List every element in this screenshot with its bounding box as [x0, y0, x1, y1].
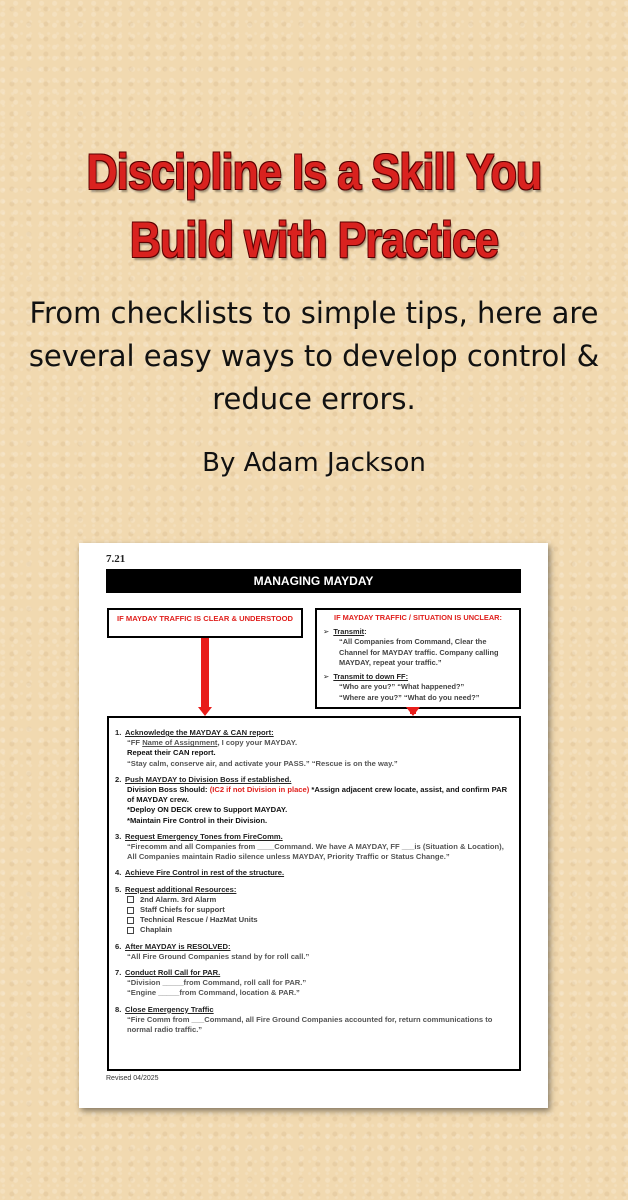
transmit-ff-label: Transmit to down FF:: [333, 671, 409, 681]
revision-date: Revised 04/2025: [106, 1075, 159, 1082]
step-8-line-1: “Fire Comm from ___Command, all Fire Ground Companies accounted for, return communications to normal radio traffic.”: [127, 1014, 493, 1035]
transmit-ff-quote-1: “Who are you?” “What happened?”: [339, 682, 465, 691]
checkbox-icon: [127, 896, 134, 903]
subtitle: From checklists to simple tips, here are several easy ways to develop control & reduce errors.: [28, 296, 600, 416]
checkbox-item: Chaplain: [115, 925, 511, 935]
step-1-line-2: Repeat their CAN report.: [127, 748, 216, 758]
unclear-traffic-box: [315, 608, 521, 709]
step-6: 6. After MAYDAY is RESOLVED: “All Fire Ground Companies stand by for roll call.”: [115, 942, 511, 962]
step-7: 7. Conduct Roll Call for PAR. “Division _____from Command, roll call for PAR.” “Engine _____from Command, location & PAR.”: [115, 968, 511, 999]
checkbox-icon: [127, 917, 134, 924]
checkbox-item: Staff Chiefs for support: [115, 905, 511, 915]
step-2: 2. Push MAYDAY to Division Boss if established. Division Boss Should: (IC2 if not Division in place) *Assign adjacent crew locate, assist, and confirm PAR of MAYDAY crew. *Deploy ON DECK crew to Support MAYDAY. *Maintain Fire Control in their Division.: [115, 775, 511, 826]
headline-line-2: Build with Practice: [129, 212, 499, 268]
transmit-label: Transmit: [333, 626, 365, 636]
step-5: 5. Request additional Resources: 2nd Alarm. 3rd Alarm Staff Chiefs for support Technical Rescue / HazMat Units Chaplain: [115, 885, 511, 936]
left-arrow-head: [198, 707, 212, 716]
byline: By Adam Jackson: [202, 448, 426, 478]
step-3: 3. Request Emergency Tones from FireComm. “Firecomm and all Companies from ____Command. We have A MAYDAY, FF ___is (Situation & Location), All Companies maintain Radio silence unless MAYDAY, Priority Traffic or Status Change.”: [115, 832, 511, 863]
bullet-arrow-icon: ➢: [323, 671, 330, 681]
step-2-line-1: Division Boss Should: (IC2 if not Division in place) *Assign adjacent crew locate, assist, and confirm PAR of MAYDAY crew.: [127, 785, 508, 805]
left-arrow-shaft: [201, 638, 209, 708]
section-number: 7.21: [106, 553, 126, 565]
transmit-item: ➢ Transmit: “All Companies from Command, Clear the Channel for MAYDAY traffic. Company calling MAYDAY, repeat your traffic.”: [323, 627, 513, 669]
step-8-heading: Close Emergency Traffic: [125, 1004, 214, 1014]
step-1-line-3: “Stay calm, conserve air, and activate your PASS.” “Rescue is on the way.”: [127, 758, 398, 768]
checkbox-icon: [127, 927, 134, 934]
checklist-document: [79, 543, 548, 1108]
step-4: 4. Achieve Fire Control in rest of the structure.: [115, 868, 285, 878]
step-3-line-1: “Firecomm and all Companies from ____Command. We have A MAYDAY, FF ___is (Situation & Location), All Companies maintain Radio silence unless MAYDAY, Priority Traffic or Status Change.”: [127, 842, 504, 862]
step-7-heading: Conduct Roll Call for PAR.: [125, 968, 221, 978]
document-banner: MANAGING MAYDAY: [106, 569, 521, 593]
step-2-line-2: *Deploy ON DECK crew to Support MAYDAY.: [127, 805, 288, 815]
bullet-arrow-icon: ➢: [323, 626, 330, 636]
unclear-header: IF MAYDAY TRAFFIC / SITUATION IS UNCLEAR:: [334, 613, 502, 622]
step-7-line-1: “Division _____from Command, roll call for PAR.”: [127, 978, 307, 988]
transmit-ff-item: [323, 672, 513, 704]
step-3-heading: Request Emergency Tones from FireComm.: [125, 831, 283, 841]
right-arrow-head: [406, 707, 420, 716]
step-5-heading: Request additional Resources:: [125, 884, 237, 894]
checkbox-icon: [127, 907, 134, 914]
checkbox-item: Technical Rescue / HazMat Units: [115, 915, 511, 925]
step-8: 8. Close Emergency Traffic “Fire Comm from ___Command, all Fire Ground Companies accounted for, return communications to normal radio traffic.”: [115, 1005, 511, 1036]
step-2-heading: Push MAYDAY to Division Boss if established.: [125, 774, 292, 784]
step-4-heading: Achieve Fire Control in rest of the structure.: [125, 868, 285, 878]
transmit-ff-quote-2: “Where are you?” “What do you need?”: [339, 692, 480, 702]
transmit-quote: “All Companies from Command, Clear the Channel for MAYDAY traffic. Company calling MAYDAY, repeat your traffic.”: [339, 637, 499, 667]
step-1-heading: Acknowledge the MAYDAY & CAN report:: [125, 728, 274, 737]
checkbox-item: 2nd Alarm. 3rd Alarm: [115, 895, 511, 905]
step-1: 1. Acknowledge the MAYDAY & CAN report: “FF Name of Assignment, I copy your MAYDAY. Repeat their CAN report. “Stay calm, conserve air, and activate your PASS.” “Rescue is on the way.”: [115, 728, 511, 769]
step-6-heading: After MAYDAY is RESOLVED:: [125, 941, 231, 951]
step-2-line-3: *Maintain Fire Control in their Division.: [127, 815, 268, 825]
headline-line-1: Discipline Is a Skill You: [86, 144, 542, 200]
step-1-line-1: “FF Name of Assignment, I copy your MAYDAY.: [127, 738, 298, 748]
procedure-steps-box: [107, 716, 521, 1071]
clear-traffic-box: IF MAYDAY TRAFFIC IS CLEAR & UNDERSTOOD: [107, 608, 303, 638]
step-6-line-1: “All Fire Ground Companies stand by for roll call.”: [127, 951, 310, 961]
step-7-line-2: “Engine _____from Command, location & PAR.”: [127, 988, 300, 998]
